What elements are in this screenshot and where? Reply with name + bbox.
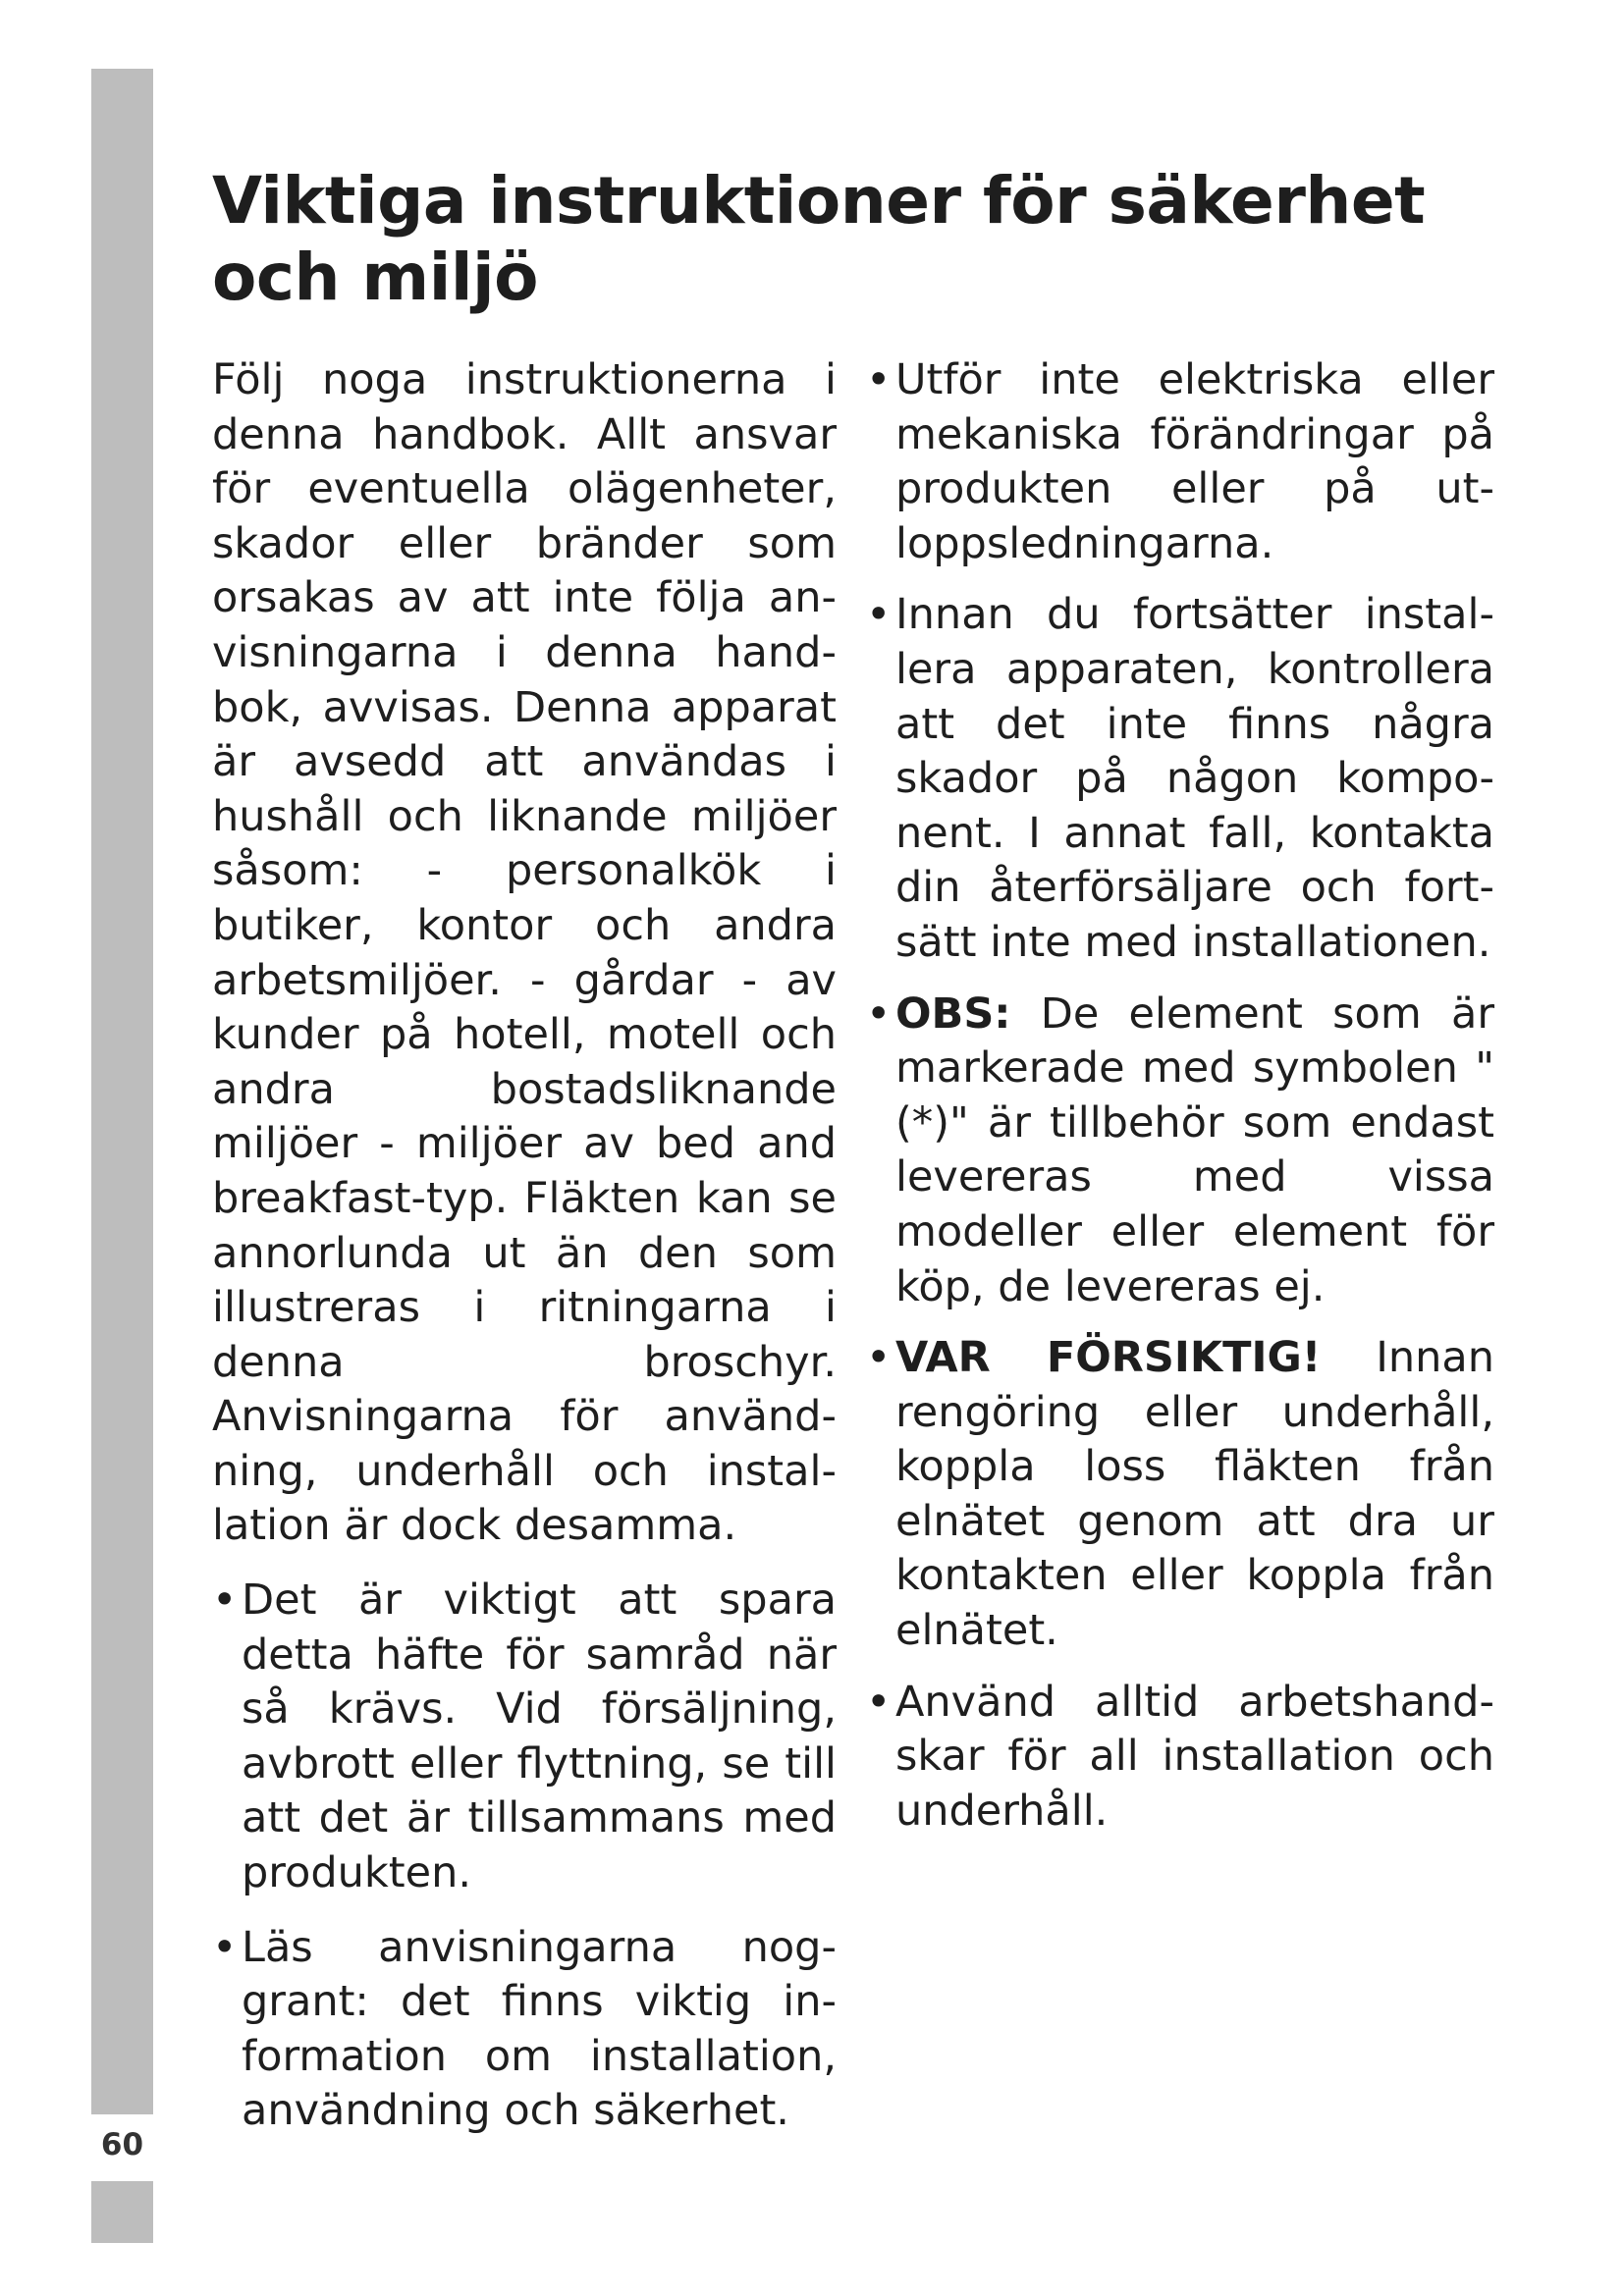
bullet-icon: •: [866, 988, 892, 1039]
list-item-text: Innan rengöring eller underhåll, koppla loss fläkten från elnätet genom att dra ur kontakten eller koppla från elnätet.: [895, 1333, 1494, 1656]
right-column: [866, 353, 1494, 1839]
list-item-text: Utför inte elektriska eller mekaniska förändringar på produkten eller på utloppsledningarna.: [895, 355, 1494, 568]
intro-paragraph: Följ noga instruktionerna i denna handbok. Allt ansvar för eventuella olägenheter, skador eller bränder som orsakas av att inte följa anvisningarna i denna handbok, avvisas. Denna apparat är avsedd att användas i hushåll och liknande miljöer såsom: - personalkök i butiker, kontor och andra arbetsmiljöer. - gårdar - av kunder på hotell, motell och andra bostadsliknande miljöer - miljöer av bed and breakfast-typ. Fläkten kan se annorlunda ut än den som illustreras i ritningarna i denna broschyr. Anvisningarna för användning, underhåll och installation är dock desamma.: [212, 355, 837, 1551]
list-item-text: Det är viktigt att spara detta häfte för samråd när så krävs. Vid försäljning, avbrott eller flyttning, se till att det är tillsammans med produkten.: [242, 1575, 837, 1898]
bullet-icon: •: [866, 355, 892, 404]
obs-label: OBS:: [895, 988, 1011, 1039]
bullet-icon: •: [212, 1922, 238, 1972]
list-item: [866, 988, 1494, 1315]
left-column: [212, 353, 837, 2139]
list-item: [212, 1921, 837, 2139]
page-number: 60: [100, 2127, 144, 2163]
list-item: [212, 1574, 837, 1901]
warning-label: VAR FÖRSIKTIG!: [895, 1333, 1322, 1383]
list-item: [866, 353, 1494, 571]
side-bar-bottom-block: [91, 2181, 153, 2243]
bullet-icon: •: [866, 1677, 892, 1727]
bullet-icon: •: [866, 1333, 892, 1383]
list-item: [866, 1331, 1494, 1659]
list-item-text: De element som är markerade med symbolen "(*)" är tillbehör som endast levereras med vissa modeller eller element för köp, de levereras ej.: [895, 988, 1494, 1311]
list-item-text: Innan du fortsätter installera apparaten, kontrollera att det inte finns några skador på någon komponent. I annat fall, kontakta din återförsäljare och fortsätt inte med installationen.: [895, 590, 1494, 967]
list-item: [866, 588, 1494, 970]
list-item: [866, 1676, 1494, 1840]
side-bar: [91, 69, 153, 2114]
list-item-text: Använd alltid arbetshandskar för all installation och underhåll.: [895, 1677, 1494, 1836]
page-title: Viktiga instruktioner för säkerhet och miljö: [212, 163, 1426, 315]
bullet-icon: •: [212, 1575, 238, 1626]
bullet-icon: •: [866, 590, 892, 640]
list-item-text: Läs anvisningarna noggrant: det finns viktig information om installation, användning och säkerhet.: [242, 1922, 837, 2136]
